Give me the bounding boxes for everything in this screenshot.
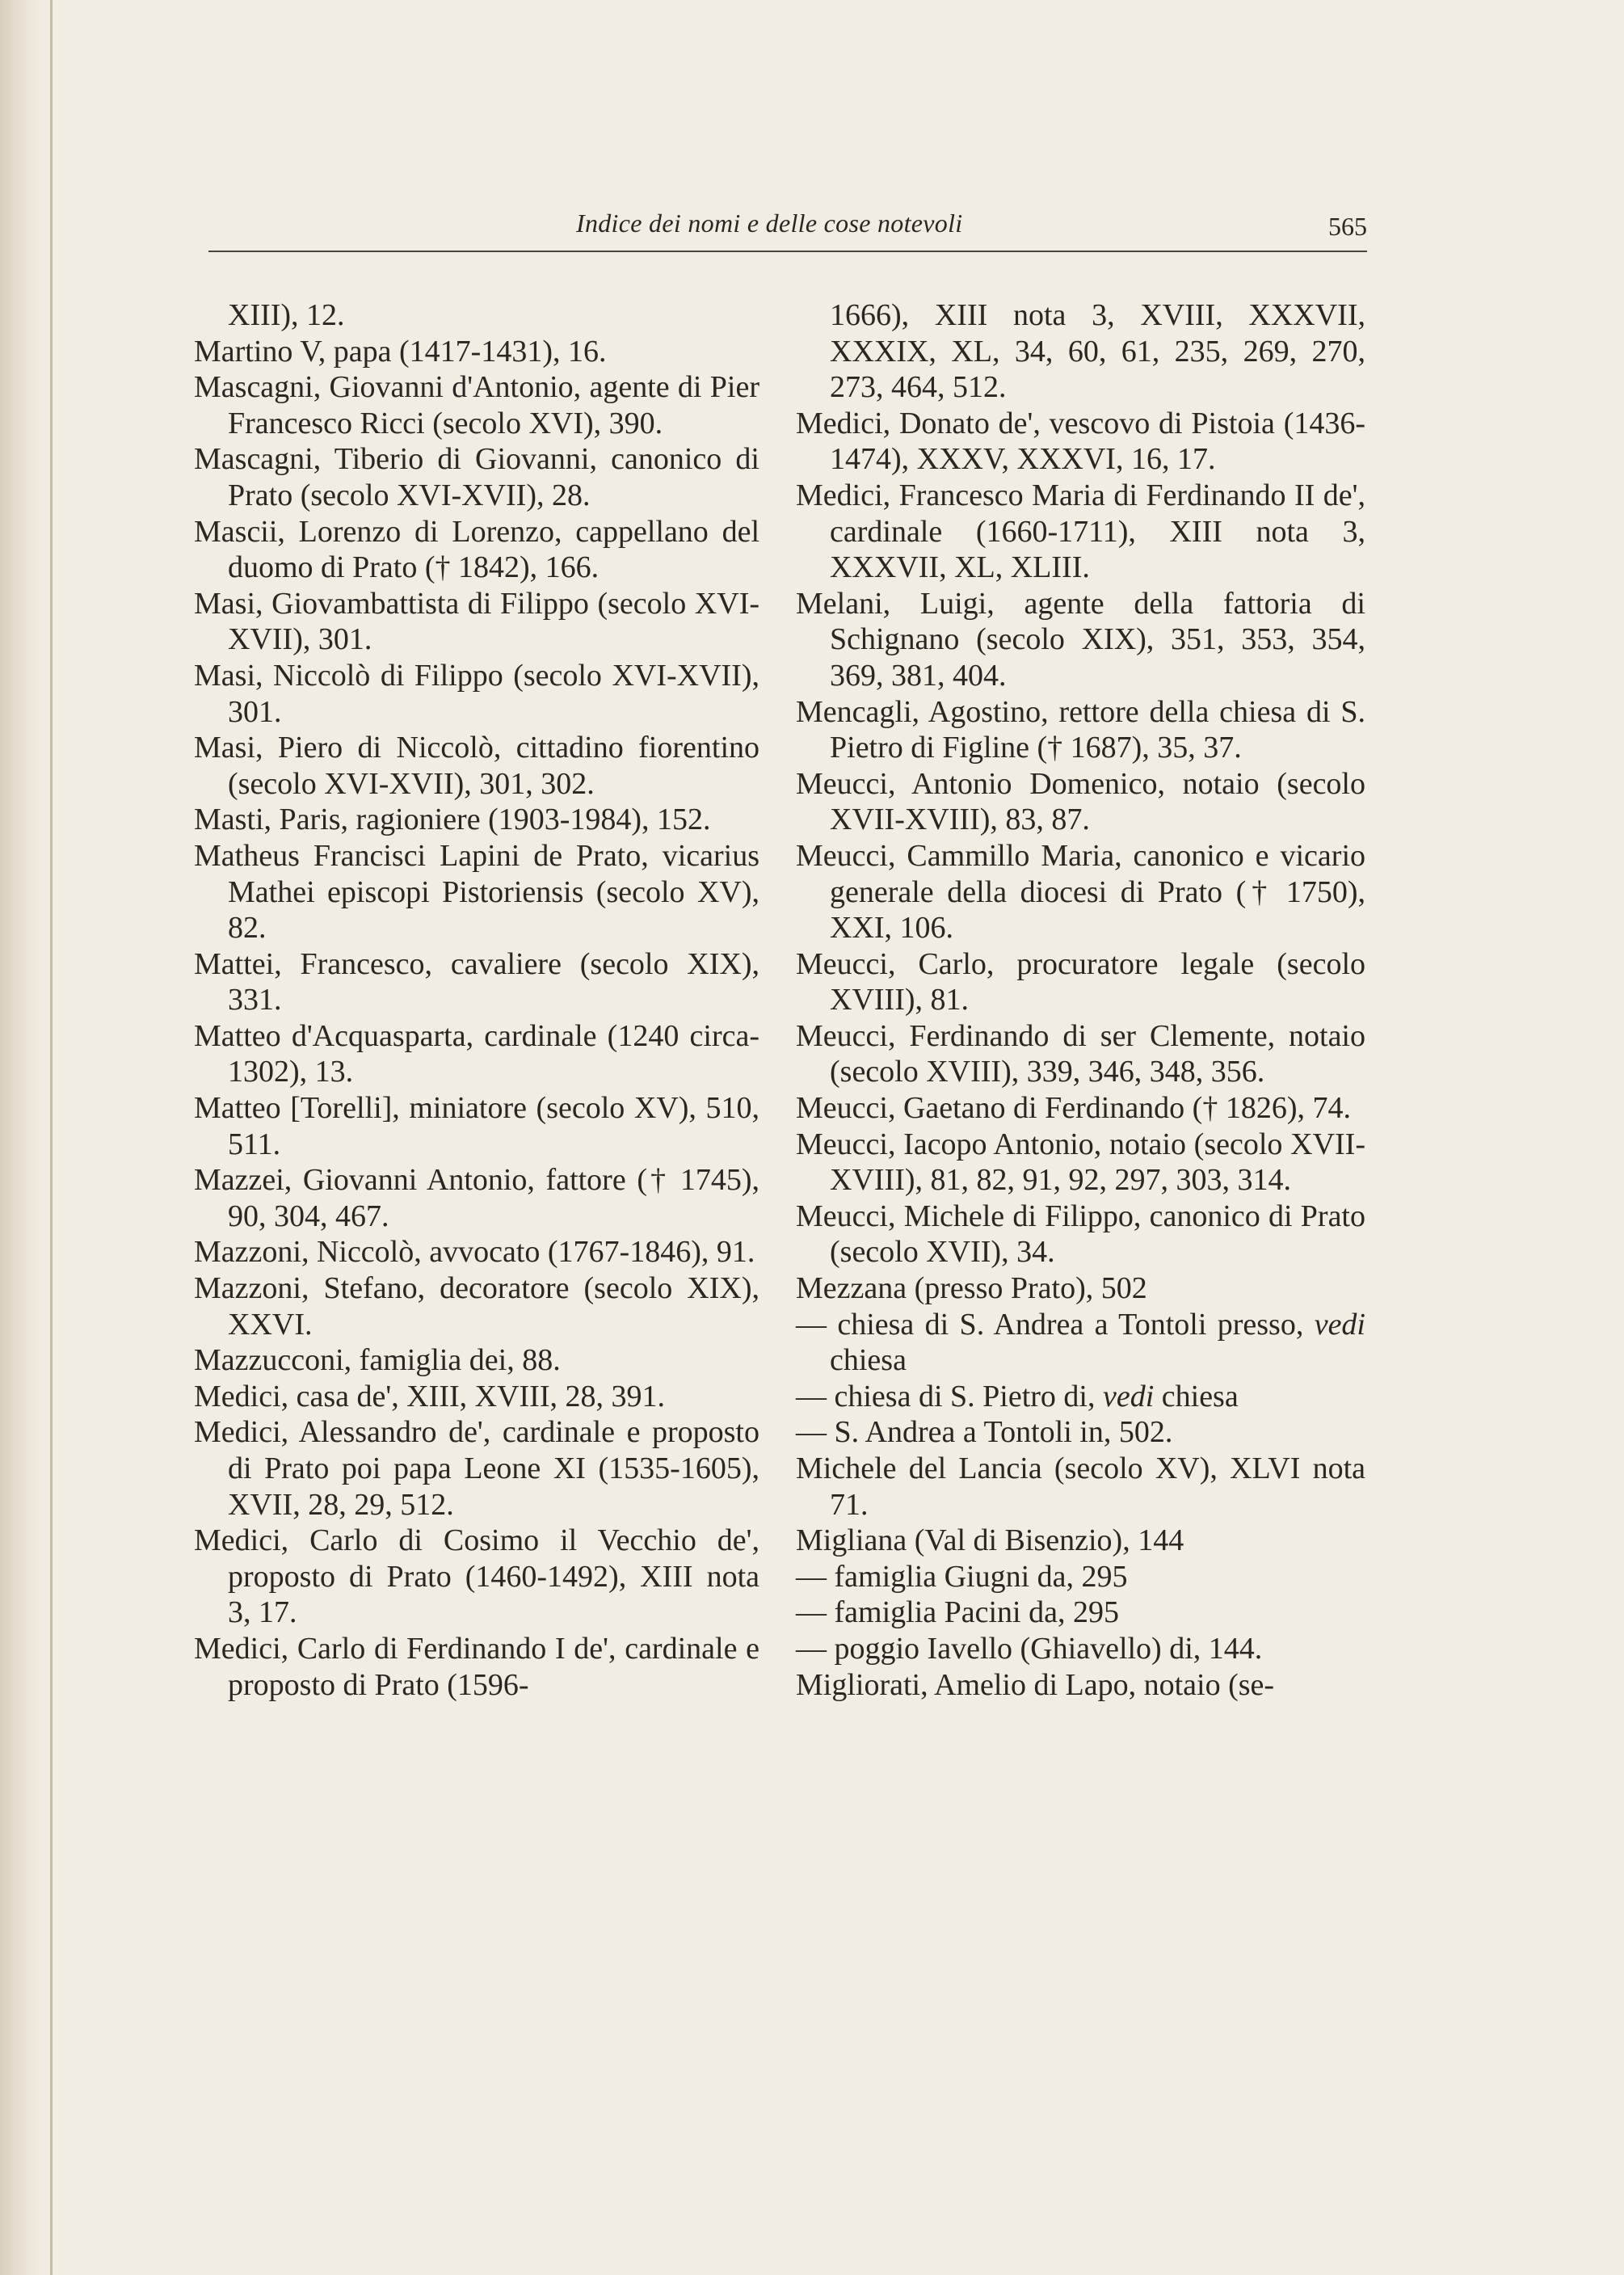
index-entry: Masi, Niccolò di Filippo (secolo XVI-XVII), 301.	[194, 658, 759, 729]
index-entry: Meucci, Antonio Domenico, notaio (secolo XVII-XVIII), 83, 87.	[796, 766, 1365, 837]
index-subentry: — poggio Iavello (Ghiavello) di, 144.	[796, 1631, 1263, 1666]
index-entry: Meucci, Iacopo Antonio, notaio (secolo XVII-XVIII), 81, 82, 91, 92, 297, 303, 314.	[796, 1127, 1365, 1198]
index-entry: Mascagni, Tiberio di Giovanni, canonico di Prato (secolo XVI-XVII), 28.	[194, 442, 759, 512]
page-header	[208, 209, 1367, 249]
index-entry: Matteo d'Acquasparta, cardinale (1240 circa-1302), 13.	[194, 1018, 759, 1089]
index-entry: XIII), 12.	[228, 298, 345, 332]
subentry-text: — chiesa di S. Pietro di,	[796, 1379, 1103, 1413]
header-rule	[208, 251, 1367, 252]
index-column-right	[796, 297, 1365, 1703]
index-subentry: — famiglia Pacini da, 295	[796, 1595, 1119, 1630]
index-entry: Michele del Lancia (secolo XV), XLVI nota 71.	[796, 1451, 1365, 1522]
index-entry: Masi, Piero di Niccolò, cittadino fiorentino (secolo XVI-XVII), 301, 302.	[194, 731, 759, 801]
index-entry: Medici, Carlo di Ferdinando I de', cardinale e proposto di Prato (1596-	[194, 1631, 759, 1702]
index-subentry: — famiglia Giugni da, 295	[796, 1559, 1128, 1594]
page-number: 565	[1328, 212, 1367, 241]
index-entry: Matheus Francisci Lapini de Prato, vicarius Mathei episcopi Pistoriensis (secolo XV), 82.	[194, 838, 759, 946]
index-entry: Mezzana (presso Prato), 502	[796, 1271, 1147, 1306]
index-entry: Medici, Donato de', vescovo di Pistoia (1436-1474), XXXV, XXXVI, 16, 17.	[796, 406, 1365, 477]
vedi-cross-reference: vedi	[1314, 1307, 1365, 1342]
index-entry: Migliorati, Amelio di Lapo, notaio (se-	[796, 1667, 1275, 1702]
index-subentry	[796, 1379, 1365, 1415]
subentry-text: chiesa	[830, 1343, 907, 1378]
index-entry: 1666), XIII nota 3, XVIII, XXXVII, XXXIX, XL, 34, 60, 61, 235, 269, 270, 273, 464, 512.	[830, 298, 1365, 405]
subentry-text: — chiesa di S. Andrea a Tontoli presso,	[796, 1307, 1315, 1342]
index-subentry: — S. Andrea a Tontoli in, 502.	[796, 1415, 1173, 1450]
index-entry: Martino V, papa (1417-1431), 16.	[194, 334, 607, 369]
index-entry: Migliana (Val di Bisenzio), 144	[796, 1523, 1184, 1558]
index-entry: Mazzoni, Stefano, decoratore (secolo XIX), XXVI.	[194, 1271, 759, 1342]
index-entry: Masti, Paris, ragioniere (1903-1984), 152.	[194, 803, 711, 837]
page-edge	[50, 0, 53, 2275]
index-entry: Meucci, Ferdinando di ser Clemente, notaio (secolo XVIII), 339, 346, 348, 356.	[796, 1018, 1365, 1089]
page-gutter-shadow	[0, 0, 50, 2275]
index-entry: Medici, Carlo di Cosimo il Vecchio de', proposto di Prato (1460-1492), XIII nota 3, 17.	[194, 1523, 759, 1630]
index-column-left	[194, 297, 759, 1703]
index-entry: Masi, Giovambattista di Filippo (secolo XVI-XVII), 301.	[194, 586, 759, 657]
running-head: Indice dei nomi e delle cose notevoli	[576, 209, 963, 238]
index-entry: Medici, Francesco Maria di Ferdinando II de', cardinale (1660-1711), XIII nota 3, XXXVII, XL, XLIII.	[796, 478, 1365, 585]
index-entry: Mascii, Lorenzo di Lorenzo, cappellano del duomo di Prato († 1842), 166.	[194, 514, 759, 585]
index-entry: Mattei, Francesco, cavaliere (secolo XIX), 331.	[194, 946, 759, 1017]
index-entry: Melani, Luigi, agente della fattoria di Schignano (secolo XIX), 351, 353, 354, 369, 381, 404.	[796, 586, 1365, 693]
index-subentry	[796, 1307, 1365, 1379]
index-entry: Mascagni, Giovanni d'Antonio, agente di Pier Francesco Ricci (secolo XVI), 390.	[194, 370, 759, 440]
index-entry: Meucci, Michele di Filippo, canonico di Prato (secolo XVII), 34.	[796, 1199, 1365, 1270]
index-entry: Meucci, Cammillo Maria, canonico e vicario generale della diocesi di Prato († 1750), XXI, 106.	[796, 838, 1365, 946]
subentry-text: chiesa	[1154, 1379, 1239, 1413]
index-entry: Meucci, Gaetano di Ferdinando († 1826), 74.	[796, 1091, 1351, 1126]
vedi-cross-reference: vedi	[1102, 1379, 1155, 1413]
index-entry: Matteo [Torelli], miniatore (secolo XV), 510, 511.	[194, 1091, 759, 1161]
index-entry: Medici, casa de', XIII, XVIII, 28, 391.	[194, 1379, 665, 1413]
index-entry: Medici, Alessandro de', cardinale e proposto di Prato poi papa Leone XI (1535-1605), XVII, 28, 29, 512.	[194, 1415, 759, 1522]
index-entry: Meucci, Carlo, procuratore legale (secolo XVIII), 81.	[796, 946, 1365, 1017]
index-entry: Mazzei, Giovanni Antonio, fattore († 1745), 90, 304, 467.	[194, 1163, 759, 1233]
index-entry: Mazzucconi, famiglia dei, 88.	[194, 1343, 561, 1378]
index-entry: Mencagli, Agostino, rettore della chiesa di S. Pietro di Figline († 1687), 35, 37.	[796, 694, 1365, 765]
index-entry: Mazzoni, Niccolò, avvocato (1767-1846), 91.	[194, 1235, 755, 1270]
